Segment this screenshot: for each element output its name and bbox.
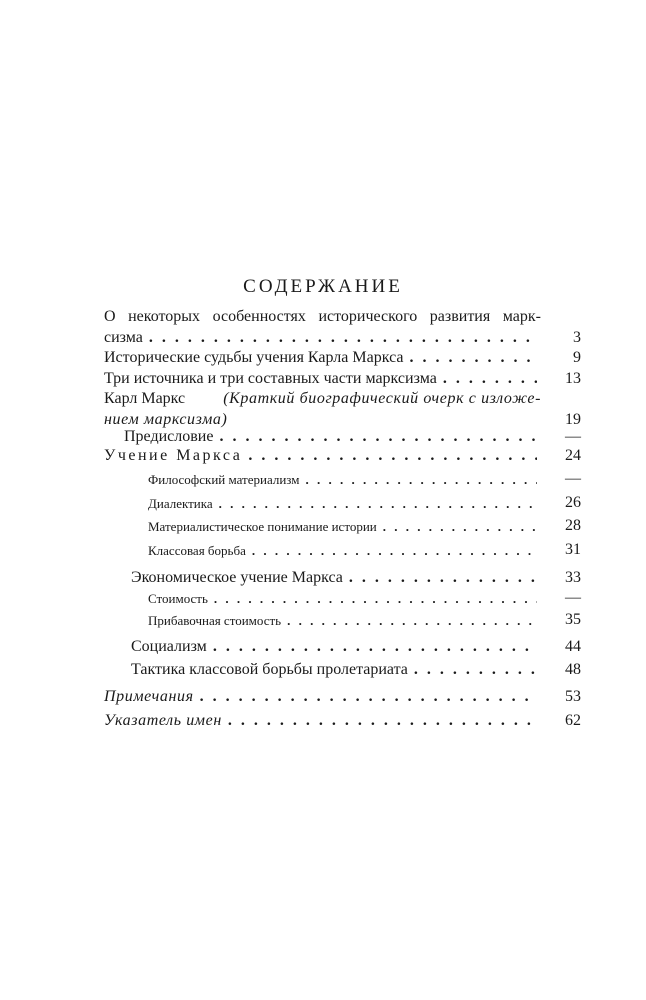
toc-entry-line xyxy=(148,589,541,609)
dot-leader xyxy=(349,568,537,588)
toc-entry-page: 19 xyxy=(565,411,581,428)
toc-entry-line xyxy=(104,711,541,731)
toc-entry-page: 53 xyxy=(565,688,581,705)
toc-entry-title: Классовая борьба xyxy=(148,543,246,558)
toc-entry-line xyxy=(148,611,541,631)
toc-entry-title: Диалектика xyxy=(148,496,213,511)
dot-leader xyxy=(228,711,537,731)
toc-entry-page: 26 xyxy=(565,494,581,511)
toc-entry-page: 33 xyxy=(565,569,581,586)
toc-entry-line xyxy=(104,369,541,389)
toc-entry-line xyxy=(148,494,541,514)
toc-entry-line xyxy=(131,568,541,588)
dot-leader xyxy=(305,470,537,490)
page-title: СОДЕРЖАНИЕ xyxy=(243,276,403,297)
toc-entry-title: сизма xyxy=(104,329,143,346)
toc-entry-title: О некоторых особенностях исторического развития марк- xyxy=(104,308,541,325)
toc-entry-title: Социализм xyxy=(131,638,207,655)
toc-entry-page: 13 xyxy=(565,370,581,387)
toc-entry-subtitle: нием марксизма) xyxy=(104,411,228,428)
toc-entry-page: 31 xyxy=(565,541,581,558)
dot-leader xyxy=(383,517,537,537)
dot-leader xyxy=(200,687,537,707)
toc-entry-line xyxy=(104,307,541,327)
toc-entry-page: 9 xyxy=(573,349,581,366)
toc-entry-title: Учение Маркса xyxy=(104,447,243,464)
toc-entry-line xyxy=(148,517,541,537)
toc-entry-page: — xyxy=(565,428,581,445)
toc-entry-page: — xyxy=(565,470,581,487)
toc-entry-title: Предисловие xyxy=(124,428,214,445)
dot-leader xyxy=(287,611,537,631)
dot-leader xyxy=(414,660,537,680)
toc-entry-subtitle: (Краткий биографический очерк с изложе- xyxy=(223,390,541,407)
toc-entry-line xyxy=(148,470,541,490)
toc-entry-title: Экономическое учение Маркса xyxy=(131,569,343,586)
dot-leader xyxy=(252,541,537,561)
toc-entry-title: Стоимость xyxy=(148,591,208,606)
toc-entry-line xyxy=(104,328,541,348)
toc-entry-title: Тактика классовой борьбы пролетариата xyxy=(131,661,408,678)
toc-entry-page: 44 xyxy=(565,638,581,655)
toc-entry-page: — xyxy=(565,589,581,606)
dot-leader xyxy=(219,494,537,514)
toc-entry-title: Прибавочная стоимость xyxy=(148,613,282,628)
toc-entry-page: 24 xyxy=(565,447,581,464)
toc-entry-page: 62 xyxy=(565,712,581,729)
dot-leader xyxy=(149,328,537,348)
toc-entry-page: 28 xyxy=(565,517,581,534)
toc-entry-title: Указатель имен xyxy=(104,712,222,729)
toc-entry-page: 48 xyxy=(565,661,581,678)
toc-entry-page: 3 xyxy=(573,329,581,346)
toc-entry-line xyxy=(104,348,541,368)
toc-entry-line xyxy=(131,637,541,657)
dot-leader xyxy=(219,427,537,447)
toc-entry-title: Примечания xyxy=(104,688,194,705)
toc-entry-line xyxy=(104,687,541,707)
dot-leader xyxy=(213,637,537,657)
toc-entry-line xyxy=(104,446,541,466)
toc-entry-title: Философский материализм xyxy=(148,472,300,487)
toc-entry-title: Три источника и три составных части марксизма xyxy=(104,370,437,387)
dot-leader xyxy=(214,589,537,609)
dot-leader xyxy=(409,348,537,368)
toc-entry-page: 35 xyxy=(565,611,581,628)
toc-entry-line xyxy=(104,389,541,409)
toc-entry-line xyxy=(131,660,541,680)
toc-entry-line xyxy=(148,541,541,561)
toc-entry-title: Карл Маркс xyxy=(104,390,186,407)
toc-entry-title: Материалистическое понимание истории xyxy=(148,519,377,534)
toc-entry-line xyxy=(124,427,541,447)
toc-entry-title: Исторические судьбы учения Карла Маркса xyxy=(104,349,404,366)
dot-leader xyxy=(248,446,537,466)
